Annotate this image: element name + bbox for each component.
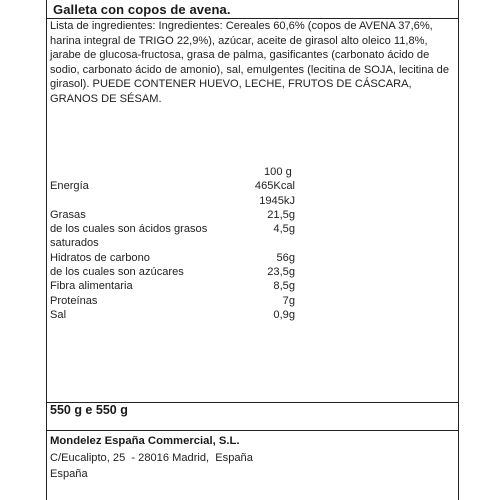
energy-kj-value: 1945kJ — [259, 194, 295, 207]
salt-label: Sal — [50, 308, 67, 321]
energy-kcal-value: 465Kcal — [254, 180, 295, 193]
fat-label: Grasas — [50, 208, 86, 221]
nutrition-row-salt — [50, 308, 350, 322]
nutrition-row-energy — [50, 179, 350, 193]
ingredients-text: Lista de ingredientes: Ingredientes: Cereales 60,6% (copos de AVENA 37,6%, harina integral de TRIGO 22,9%), azúcar, aceite de girasol alto oleico 11,8%, jarabe de glucosa-fructosa, grasa de palma, gasificantes (carbonato ácido de sodio, carbonato ácido de amonio), sal, emulgentes (lecitina de SOJA, lecitina de girasol). PUEDE CONTENER HUEVO, LECHE, FRUTOS DE CÁSCARA, GRANOS DE SÉSAM. — [50, 20, 449, 105]
nutrition-row-fiber — [50, 279, 350, 293]
salt-value: 0,9g — [273, 308, 295, 321]
nutrition-table — [50, 165, 350, 322]
product-title: Galleta con copos de avena. — [53, 2, 231, 17]
sugars-value: 23,5g — [267, 266, 295, 279]
company-address: C/Eucalipto, 25 - 28016 Madrid, España — [50, 452, 253, 464]
nutrition-row-saturated-cont — [50, 236, 350, 250]
fiber-value: 8,5g — [273, 280, 295, 293]
net-weight: 550 g e 550 g — [50, 403, 128, 417]
fat-value: 21,5g — [267, 208, 295, 221]
nutrition-row-energy-kj — [50, 194, 350, 208]
saturated-label-line2: saturados — [50, 237, 99, 250]
nutrition-header-row — [50, 165, 350, 179]
energy-label: Energía — [50, 180, 89, 193]
product-info-sheet — [46, 0, 459, 500]
carbs-value: 56g — [276, 251, 295, 264]
company-name: Mondelez España Commercial, S.L. — [50, 435, 240, 447]
sugars-label: de los cuales son azúcares — [50, 266, 184, 279]
fiber-label: Fibra alimentaria — [50, 280, 133, 293]
nutrition-row-saturated — [50, 222, 350, 236]
nutrition-row-sugars — [50, 265, 350, 279]
nutrition-row-fat — [50, 208, 350, 222]
saturated-label-line1: de los cuales son ácidos grasos — [50, 223, 208, 236]
nutrition-row-carbs — [50, 251, 350, 265]
protein-value: 7g — [282, 294, 295, 307]
nutrition-row-protein — [50, 294, 350, 308]
ingredients-section — [47, 19, 458, 403]
per-100g-label: 100 g — [264, 166, 292, 178]
company-country: España — [50, 468, 88, 480]
company-section — [47, 431, 458, 500]
carbs-label: Hidratos de carbono — [50, 251, 150, 264]
title-section — [47, 0, 458, 19]
weight-section — [47, 403, 458, 431]
protein-label: Proteínas — [50, 294, 98, 307]
saturated-value: 4,5g — [273, 223, 295, 236]
